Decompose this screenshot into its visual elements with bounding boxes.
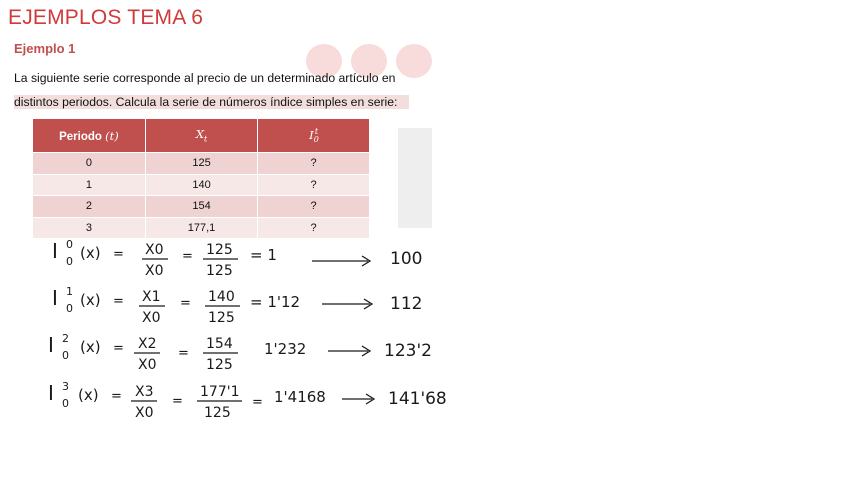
index-result: 112 — [390, 294, 423, 314]
fraction-denominator: X0 — [138, 357, 157, 373]
value-numerator: 140 — [208, 289, 235, 305]
index-arg: (x) — [80, 244, 101, 262]
cell-price: 140 — [145, 174, 257, 196]
solution-row-1 — [52, 285, 422, 326]
index-superscript: 2 — [62, 332, 69, 345]
cell-price: 154 — [145, 196, 257, 218]
cell-period: 1 — [33, 174, 145, 196]
header-i-sup: t — [314, 126, 319, 136]
problem-statement — [14, 66, 434, 114]
quotient-result: 1'4168 — [274, 388, 326, 406]
solution-row-2 — [48, 332, 432, 373]
index-symbol: I — [52, 239, 58, 263]
fraction-numerator: X3 — [135, 384, 154, 400]
index-arg: (x) — [80, 338, 101, 356]
decorative-bar — [398, 128, 432, 228]
index-subscript: 0 — [62, 349, 69, 362]
index-subscript: 0 — [66, 255, 73, 268]
header-xt — [145, 119, 257, 153]
cell-period: 3 — [33, 217, 145, 238]
quotient-result: = 1 — [250, 246, 277, 264]
table-row — [33, 196, 369, 218]
page-title: EJEMPLOS TEMA 6 — [8, 6, 204, 29]
value-denominator: 125 — [204, 405, 231, 421]
fraction-denominator: X0 — [142, 310, 161, 326]
value-numerator: 154 — [206, 336, 233, 352]
solution-row-3 — [48, 380, 447, 421]
quotient-result: 1'232 — [264, 340, 307, 358]
header-periodo-var: (t) — [105, 128, 119, 143]
value-denominator: 125 — [206, 357, 233, 373]
value-denominator: 125 — [206, 263, 233, 279]
header-periodo-label: Periodo — [59, 130, 102, 143]
cell-period: 0 — [33, 153, 145, 175]
table-row — [33, 153, 369, 175]
price-series-table — [33, 119, 369, 238]
index-superscript: 1 — [66, 285, 73, 298]
equals-sign: = — [252, 395, 263, 410]
index-symbol: I — [48, 333, 54, 357]
paragraph-line-1: La siguiente serie corresponde al precio de un determinado artículo en — [14, 71, 396, 85]
solution-row-0 — [52, 238, 422, 279]
value-numerator: 125 — [206, 242, 233, 258]
header-i-sub: 0 — [313, 135, 319, 145]
equals-sign: = — [111, 389, 122, 404]
cell-index: ? — [258, 217, 369, 238]
index-superscript: 3 — [62, 380, 69, 393]
table-row — [33, 174, 369, 196]
index-symbol: I — [48, 381, 54, 405]
paragraph-line-2: distintos periodos. Calcula la serie de números índice simples en serie: — [14, 95, 409, 109]
equals-sign: = — [172, 394, 183, 409]
fraction-denominator: X0 — [135, 405, 154, 421]
handwritten-solution — [0, 228, 460, 428]
index-superscript: 0 — [66, 238, 73, 251]
fraction-denominator: X0 — [145, 263, 164, 279]
equals-sign: = — [178, 346, 189, 361]
equals-sign: = — [113, 247, 124, 262]
cell-period: 2 — [33, 196, 145, 218]
cell-price: 125 — [145, 153, 257, 175]
cell-index: ? — [258, 153, 369, 175]
header-i0t — [258, 119, 369, 153]
equals-sign: = — [180, 296, 191, 311]
index-arg: (x) — [80, 291, 101, 309]
quotient-result: = 1'12 — [250, 293, 301, 311]
value-denominator: 125 — [208, 310, 235, 326]
header-i-base: I — [309, 127, 314, 142]
index-result: 141'68 — [388, 389, 447, 409]
equals-sign: = — [113, 294, 124, 309]
header-x-sub: t — [204, 134, 208, 144]
table-header-row — [33, 119, 369, 153]
equals-sign: = — [182, 249, 193, 264]
cell-index: ? — [258, 174, 369, 196]
fraction-numerator: X0 — [145, 242, 164, 258]
index-arg: (x) — [78, 386, 99, 404]
index-subscript: 0 — [62, 397, 69, 410]
index-symbol: I — [52, 286, 58, 310]
index-subscript: 0 — [66, 302, 73, 315]
fraction-numerator: X1 — [142, 289, 161, 305]
cell-price: 177,1 — [145, 217, 257, 238]
header-periodo — [33, 119, 145, 153]
index-result: 123'2 — [384, 341, 432, 361]
value-numerator: 177'1 — [200, 384, 240, 400]
fraction-numerator: X2 — [138, 336, 157, 352]
header-x-base: X — [195, 127, 204, 142]
example-heading: Ejemplo 1 — [14, 41, 76, 56]
equals-sign: = — [113, 341, 124, 356]
index-result: 100 — [390, 249, 423, 269]
cell-index: ? — [258, 196, 369, 218]
